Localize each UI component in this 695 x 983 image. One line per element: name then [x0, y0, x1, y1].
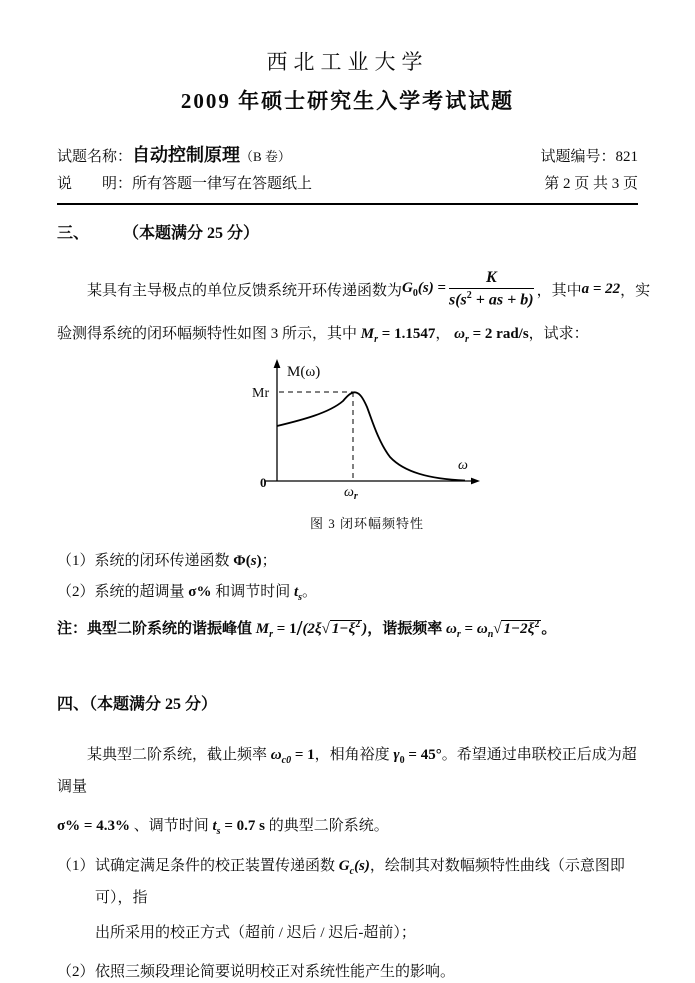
question4-intro-line2 — [57, 814, 638, 837]
x-axis-label: ω — [458, 458, 468, 474]
q3-line2-text: 验测得系统的闭环幅频特性如图 3 所示，其中 — [57, 326, 358, 343]
g0-denominator: $s(s^2$ + as + b) — [448, 290, 534, 309]
sqrt-expression-2: √ $1-2\xi^2$ — [493, 619, 540, 638]
q4-item2-text: 依照三频段理论简要说明校正对系统性能产生的影响。 — [95, 964, 456, 981]
q3-item2-number: （2） — [57, 584, 95, 601]
q4-item2 — [57, 959, 638, 983]
mr-label: Mr — [252, 386, 270, 402]
sqrt-expression-1: √ $1-\xi^2$ — [321, 619, 361, 638]
g0-formula-lhs: $G_0(s)$ = — [402, 280, 446, 300]
x-axis-arrow-icon — [471, 478, 480, 485]
y-axis-arrow-icon — [274, 359, 281, 368]
question3-intro-line1 — [57, 269, 651, 310]
question3-number: 三、 — [57, 225, 90, 242]
q3-item1-number: （1） — [57, 553, 95, 570]
note-text2: ，谐振频率 — [367, 621, 443, 638]
subject-line — [57, 142, 291, 171]
question4-number: 四、 — [57, 696, 90, 714]
gamma0-equation: $\gamma_0 = 45^\circ$ — [393, 747, 442, 767]
q3-item1-text: 系统的闭环传递函数 — [94, 553, 230, 570]
note-end: 。 — [541, 621, 557, 638]
subject-name: 自动控制原理 — [132, 145, 241, 165]
q3-line1-end: ，实 — [620, 283, 651, 300]
q4-p1-start: 某典型二阶系统，截止频率 — [87, 747, 268, 764]
paper-number-value: 821 — [615, 149, 638, 165]
paper-number-label: 试题编号： — [540, 149, 616, 165]
subject-label: 试题名称： — [57, 149, 133, 165]
instruction-text: 所有答题一律写在答题纸上 — [132, 176, 313, 192]
q3-intro-text: 某具有主导极点的单位反馈系统开环传递函数为 — [87, 283, 403, 300]
q4-item1-line1: 试确定满足条件的校正装置传递函数 $G_c(s)$，绘制其对数幅频特性曲线（示意图即可），指 — [95, 858, 625, 907]
instruction-line — [57, 171, 312, 198]
q3-comma: ， — [435, 326, 455, 343]
instruction-label: 说 明： — [57, 176, 133, 192]
g0-fraction: $\frac{K}{s(s^2 + as + b)}$ — [448, 269, 534, 309]
q3-intro-mid: ，其中 — [536, 283, 582, 300]
gc-formula: $G_c(s)$ — [338, 858, 370, 878]
q3-line2-end: ，试求： — [528, 326, 589, 343]
q3-item2 — [57, 577, 638, 613]
university-name: 西北工业大学 — [266, 50, 429, 74]
note-wr-formula: $\omega_r = \omega_n√$ $1-2\xi^2$ — [446, 619, 540, 641]
wr-equation: $\omega_r = 2$ rad/s — [454, 326, 529, 346]
q3-item1 — [57, 546, 638, 577]
q3-item1-end: ； — [261, 553, 277, 570]
header-row-subject — [57, 142, 638, 171]
question3-heading — [57, 220, 638, 243]
note-text1: 典型二阶系统的谐振峰值 — [87, 621, 253, 638]
phi-formula: Φ(s) — [233, 553, 262, 570]
origin-label: 0 — [260, 475, 267, 491]
question4-items — [57, 853, 638, 983]
q4-p1-mid1: ，相角裕度 — [314, 747, 390, 764]
question3-score: （本题满分 25 分） — [131, 225, 260, 242]
mr-equation: $M_r = 1.1547$ — [360, 326, 436, 346]
question4-heading — [57, 691, 638, 714]
q4-p2-mid: 、调节时间 — [129, 818, 209, 835]
q4-item1-number: （1） — [57, 858, 95, 875]
magnitude-curve — [277, 392, 465, 480]
figure3-plot — [247, 359, 487, 505]
question4-score: （本题满分 25 分） — [89, 696, 218, 714]
q3-item2-mid: 和调节时间 — [211, 584, 291, 601]
sigma-symbol: σ% — [188, 584, 212, 601]
note-label: 注： — [57, 621, 88, 638]
wc0-equation: $\omega_{c0} = 1$ — [270, 747, 315, 767]
q4-p2-end: 的典型二阶系统。 — [264, 818, 389, 835]
figure3 — [247, 359, 487, 532]
q4-p1-end: 。希望通过串联校正后成为超调量 — [57, 747, 637, 796]
q4-item2-number: （2） — [57, 964, 95, 981]
q4-item1-body — [95, 853, 638, 946]
exam-title: 2009 年硕士研究生入学考试试题 — [180, 89, 515, 113]
question3-items — [57, 546, 638, 641]
wr-tick-label: $\omega_r$ — [344, 485, 358, 503]
y-axis-label: M(ω) — [287, 364, 321, 381]
q4-item1-line2: 出所采用的校正方式（超前 / 迟后 / 迟后-超前）； — [95, 925, 416, 942]
question4-intro-line1 — [57, 742, 638, 800]
figure3-caption: 图 3 闭环幅频特性 — [309, 516, 424, 532]
header-row-note — [57, 171, 638, 198]
page-indicator: 第 2 页 共 3 页 — [544, 176, 638, 192]
q3-note — [57, 616, 638, 641]
paper-number-line — [540, 144, 638, 171]
question3-intro-line2 — [57, 322, 638, 345]
header-info-block — [57, 142, 638, 205]
ts-equation: $t_s = 0.7$ s — [212, 818, 265, 838]
note-mr-formula: $M_r = 1/(2\xi√$ $1-\xi^2$ ) — [255, 616, 368, 641]
ts-symbol: $t_s$ — [293, 584, 303, 604]
q3-item2-text: 系统的超调量 — [94, 584, 185, 601]
q3-item2-end: 。 — [302, 584, 318, 601]
q4-item1 — [57, 853, 638, 946]
sigma-equation: σ% = 4.3% — [57, 818, 130, 835]
subject-variant: （B 卷） — [240, 149, 291, 164]
a-value: a = 22 — [581, 281, 621, 298]
